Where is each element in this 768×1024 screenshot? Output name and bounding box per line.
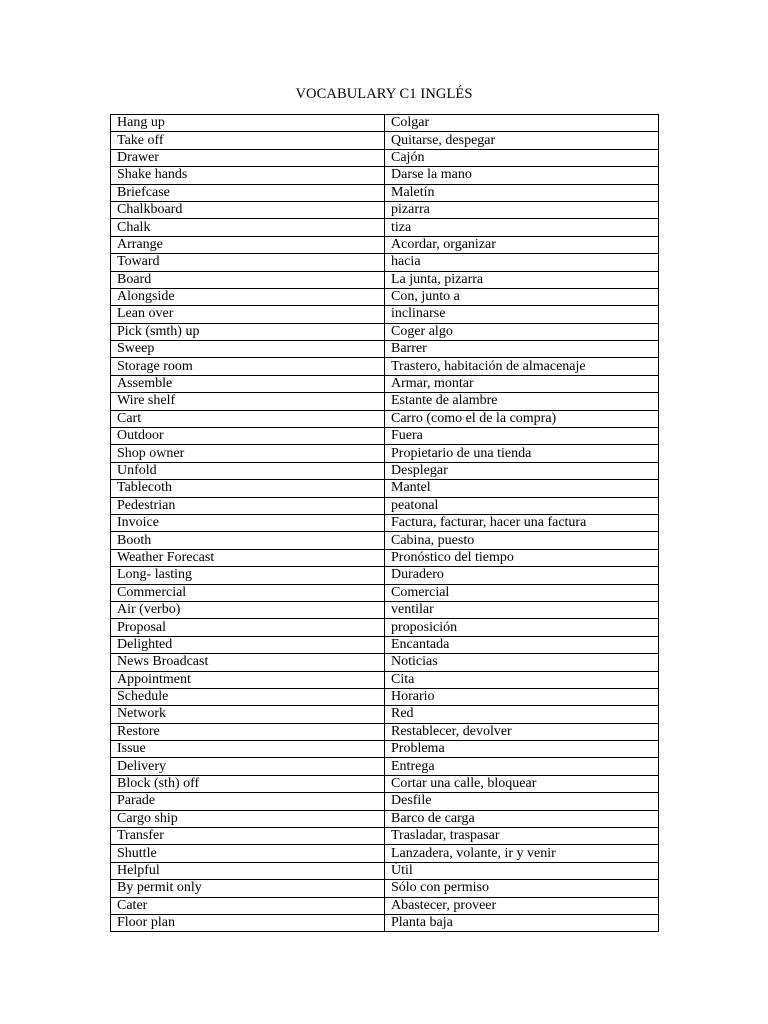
spanish-translation-cell: inclinarse (385, 306, 659, 323)
english-term-cell: Wire shelf (111, 393, 385, 410)
spanish-translation-cell: Lanzadera, volante, ir y venir (385, 845, 659, 862)
english-term-cell: Issue (111, 741, 385, 758)
table-row (111, 567, 659, 584)
english-term-cell: Chalk (111, 219, 385, 236)
table-row (111, 410, 659, 427)
spanish-translation-cell: Barrer (385, 341, 659, 358)
spanish-translation-cell: Carro (como el de la compra) (385, 410, 659, 427)
spanish-translation-cell: Duradero (385, 567, 659, 584)
spanish-translation-cell: Trasladar, traspasar (385, 828, 659, 845)
english-term-cell: Toward (111, 254, 385, 271)
table-row (111, 775, 659, 792)
spanish-translation-cell: Noticias (385, 654, 659, 671)
spanish-translation-cell: Útil (385, 862, 659, 879)
spanish-translation-cell: Planta baja (385, 914, 659, 931)
spanish-translation-cell: Con, junto a (385, 288, 659, 305)
table-row (111, 914, 659, 931)
table-row (111, 654, 659, 671)
table-row (111, 445, 659, 462)
spanish-translation-cell: Fuera (385, 428, 659, 445)
table-row (111, 845, 659, 862)
table-row (111, 167, 659, 184)
spanish-translation-cell: Cita (385, 671, 659, 688)
english-term-cell: Tablecoth (111, 480, 385, 497)
spanish-translation-cell: Coger algo (385, 323, 659, 340)
spanish-translation-cell: Sólo con permiso (385, 880, 659, 897)
table-row (111, 115, 659, 132)
table-row (111, 288, 659, 305)
english-term-cell: Take off (111, 132, 385, 149)
english-term-cell: Shake hands (111, 167, 385, 184)
vocabulary-table-body (111, 115, 659, 932)
spanish-translation-cell: Quitarse, despegar (385, 132, 659, 149)
spanish-translation-cell: Barco de carga (385, 810, 659, 827)
english-term-cell: Alongside (111, 288, 385, 305)
spanish-translation-cell: Estante de alambre (385, 393, 659, 410)
english-term-cell: Shuttle (111, 845, 385, 862)
table-row (111, 532, 659, 549)
spanish-translation-cell: Maletín (385, 184, 659, 201)
english-term-cell: Outdoor (111, 428, 385, 445)
table-row (111, 201, 659, 218)
english-term-cell: Helpful (111, 862, 385, 879)
english-term-cell: Network (111, 706, 385, 723)
table-row (111, 428, 659, 445)
table-row (111, 636, 659, 653)
table-row (111, 671, 659, 688)
spanish-translation-cell: Cajón (385, 149, 659, 166)
table-row (111, 306, 659, 323)
spanish-translation-cell: tiza (385, 219, 659, 236)
spanish-translation-cell: Desplegar (385, 462, 659, 479)
table-row (111, 393, 659, 410)
spanish-translation-cell: Factura, facturar, hacer una factura (385, 514, 659, 531)
table-row (111, 341, 659, 358)
spanish-translation-cell: La junta, pizarra (385, 271, 659, 288)
table-row (111, 462, 659, 479)
spanish-translation-cell: Problema (385, 741, 659, 758)
english-term-cell: Briefcase (111, 184, 385, 201)
table-row (111, 601, 659, 618)
english-term-cell: Shop owner (111, 445, 385, 462)
table-row (111, 619, 659, 636)
english-term-cell: Commercial (111, 584, 385, 601)
table-row (111, 688, 659, 705)
english-term-cell: Invoice (111, 514, 385, 531)
spanish-translation-cell: Restablecer, devolver (385, 723, 659, 740)
table-row (111, 219, 659, 236)
table-row (111, 514, 659, 531)
table-row (111, 828, 659, 845)
english-term-cell: Parade (111, 793, 385, 810)
english-term-cell: Pick (smth) up (111, 323, 385, 340)
spanish-translation-cell: Entrega (385, 758, 659, 775)
spanish-translation-cell: hacia (385, 254, 659, 271)
spanish-translation-cell: Armar, montar (385, 375, 659, 392)
spanish-translation-cell: proposición (385, 619, 659, 636)
english-term-cell: Block (sth) off (111, 775, 385, 792)
english-term-cell: Board (111, 271, 385, 288)
english-term-cell: Proposal (111, 619, 385, 636)
spanish-translation-cell: Cortar una calle, bloquear (385, 775, 659, 792)
table-row (111, 584, 659, 601)
spanish-translation-cell: Acordar, organizar (385, 236, 659, 253)
spanish-translation-cell: Abastecer, proveer (385, 897, 659, 914)
english-term-cell: Appointment (111, 671, 385, 688)
spanish-translation-cell: Mantel (385, 480, 659, 497)
table-row (111, 741, 659, 758)
english-term-cell: Arrange (111, 236, 385, 253)
table-row (111, 132, 659, 149)
english-term-cell: Schedule (111, 688, 385, 705)
english-term-cell: Floor plan (111, 914, 385, 931)
table-row (111, 236, 659, 253)
table-row (111, 758, 659, 775)
english-term-cell: News Broadcast (111, 654, 385, 671)
english-term-cell: Storage room (111, 358, 385, 375)
table-row (111, 793, 659, 810)
spanish-translation-cell: ventilar (385, 601, 659, 618)
table-row (111, 323, 659, 340)
spanish-translation-cell: Trastero, habitación de almacenaje (385, 358, 659, 375)
english-term-cell: Pedestrian (111, 497, 385, 514)
table-row (111, 549, 659, 566)
english-term-cell: Cart (111, 410, 385, 427)
english-term-cell: Drawer (111, 149, 385, 166)
english-term-cell: Restore (111, 723, 385, 740)
spanish-translation-cell: Darse la mano (385, 167, 659, 184)
table-row (111, 862, 659, 879)
english-term-cell: Delivery (111, 758, 385, 775)
spanish-translation-cell: peatonal (385, 497, 659, 514)
english-term-cell: By permit only (111, 880, 385, 897)
english-term-cell: Unfold (111, 462, 385, 479)
table-row (111, 149, 659, 166)
table-row (111, 254, 659, 271)
table-row (111, 897, 659, 914)
table-row (111, 358, 659, 375)
table-row (111, 706, 659, 723)
spanish-translation-cell: Red (385, 706, 659, 723)
spanish-translation-cell: Encantada (385, 636, 659, 653)
table-row (111, 497, 659, 514)
page-title: VOCABULARY C1 INGLÉS (295, 86, 473, 102)
english-term-cell: Weather Forecast (111, 549, 385, 566)
spanish-translation-cell: Cabina, puesto (385, 532, 659, 549)
english-term-cell: Sweep (111, 341, 385, 358)
spanish-translation-cell: Propietario de una tienda (385, 445, 659, 462)
english-term-cell: Transfer (111, 828, 385, 845)
english-term-cell: Delighted (111, 636, 385, 653)
spanish-translation-cell: pizarra (385, 201, 659, 218)
table-row (111, 810, 659, 827)
english-term-cell: Cargo ship (111, 810, 385, 827)
table-row (111, 880, 659, 897)
english-term-cell: Hang up (111, 115, 385, 132)
english-term-cell: Booth (111, 532, 385, 549)
spanish-translation-cell: Desfile (385, 793, 659, 810)
english-term-cell: Air (verbo) (111, 601, 385, 618)
spanish-translation-cell: Pronóstico del tiempo (385, 549, 659, 566)
spanish-translation-cell: Horario (385, 688, 659, 705)
table-row (111, 271, 659, 288)
spanish-translation-cell: Colgar (385, 115, 659, 132)
spanish-translation-cell: Comercial (385, 584, 659, 601)
vocabulary-table (110, 114, 659, 932)
table-row (111, 184, 659, 201)
english-term-cell: Cater (111, 897, 385, 914)
table-row (111, 723, 659, 740)
english-term-cell: Lean over (111, 306, 385, 323)
english-term-cell: Assemble (111, 375, 385, 392)
english-term-cell: Chalkboard (111, 201, 385, 218)
english-term-cell: Long- lasting (111, 567, 385, 584)
table-row (111, 480, 659, 497)
table-row (111, 375, 659, 392)
